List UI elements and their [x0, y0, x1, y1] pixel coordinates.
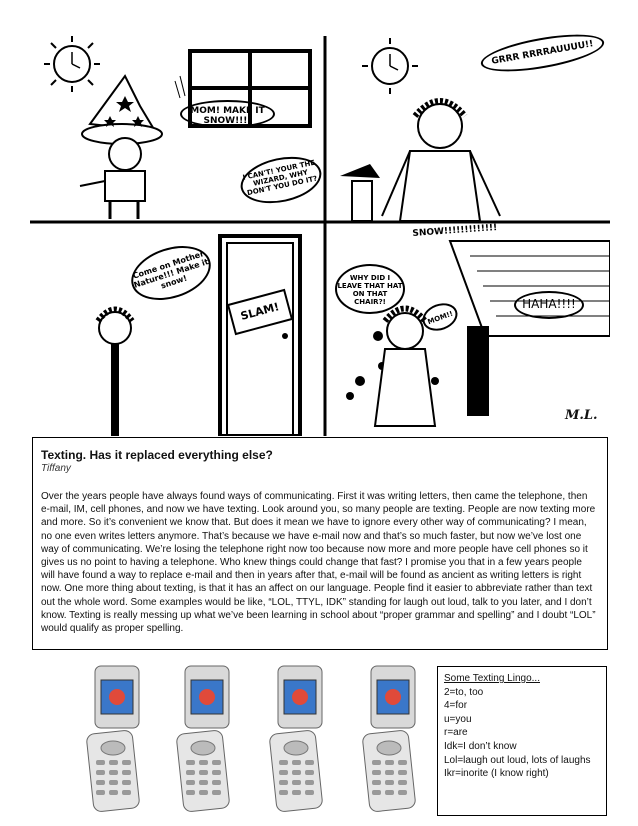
speech-bubble-why-leave-hat: WHY DID I LEAVE THAT HAT ON THAT CHAIR?! — [335, 264, 405, 314]
speech-bubble-mother-nature: Come on Mother Nature!!! Make it snow! — [124, 237, 217, 310]
speech-bubble-haha: HAHA!!!! — [514, 291, 584, 319]
lingo-item: Idk=I don’t know — [444, 740, 517, 752]
speech-bubble-growl: GRRR RRRRAUUUU!! — [478, 27, 606, 78]
article-author: Tiffany — [41, 463, 71, 474]
article-body: Over the years people have always found ways of communicating. First it was writing letters, then came the telephone, then e-mail, IM, cell phones, and now we have texting. Look around you, so many people are texting. People are now texting more and more. So it’s convenient we know that. But does it mean we have to ignore every other way of communicating? I mean, no one even writes letters anymore. That’s because we have e-mail now and that’s so much faster, but now we’ve lost one way of communicating. We’re losing the telephone right now too because now more and more people have cell phones so it gives us no point to having a telephone. Who knew things could change that fast? I promise you that in a few years people will have found a way to replace e-mail and then in years after that, e-mail will be found as ancient as writing letters is right now. One more thing about texting, is that it has an affect on our language. People find it easier to abbreviate rather than text out the whole word. Some examples would be like, “LOL, TTYL, IDK” standing for laugh out loud, talk to you later, and I don’t know. Texting is really messing up what we’ve been learning in school about “proper grammar and spelling” and I doubt “LOL” would qualify as proper spelling. — [41, 491, 596, 635]
flip-phone-icon — [263, 664, 333, 814]
article-title: Texting. Has it replaced everything else? — [41, 448, 273, 462]
lingo-item: Lol=laugh out loud, lots of laughs — [444, 754, 591, 766]
article-box — [32, 437, 608, 650]
flip-phone-icon — [356, 664, 426, 814]
lingo-title: Some Texting Lingo... — [444, 673, 540, 684]
chair-with-hat-drawing — [340, 164, 380, 221]
comic-artwork — [30, 36, 610, 436]
wizard-child-drawing — [80, 76, 162, 219]
texting-lingo-box — [437, 666, 607, 816]
lingo-item: 4=for — [444, 700, 468, 712]
flip-phone-icon — [80, 664, 150, 814]
artist-signature: M.L. — [565, 408, 598, 423]
speech-bubble-cant-wizard: I CAN'T! YOUR THE WIZARD, WHY DON'T YOU DO IT? — [236, 150, 325, 210]
slam-sound-effect: SLAM! — [227, 289, 293, 335]
clock-icon-2 — [362, 38, 418, 94]
house-wall-drawing — [467, 326, 489, 416]
flip-phone-icon — [170, 664, 240, 814]
snow-sound-effect: SNOW!!!!!!!!!!!!! — [412, 223, 498, 239]
lingo-item: Ikr=inorite (I know right) — [444, 768, 549, 780]
clock-icon — [44, 36, 100, 92]
roof-drawing — [450, 241, 610, 336]
lingo-item: r=are — [444, 727, 468, 739]
comic-strip — [30, 36, 610, 436]
speech-bubble-mom-make-it-snow: MOM! MAKE IT SNOW!!!! — [180, 100, 275, 128]
speech-bubble-mom: MOM!! — [419, 299, 462, 336]
lingo-item: u=you — [444, 713, 472, 725]
angry-child-drawing — [382, 101, 500, 221]
door-drawing — [220, 236, 300, 436]
lingo-item: 2=to, too — [444, 686, 484, 698]
child-at-door-drawing — [98, 310, 132, 437]
